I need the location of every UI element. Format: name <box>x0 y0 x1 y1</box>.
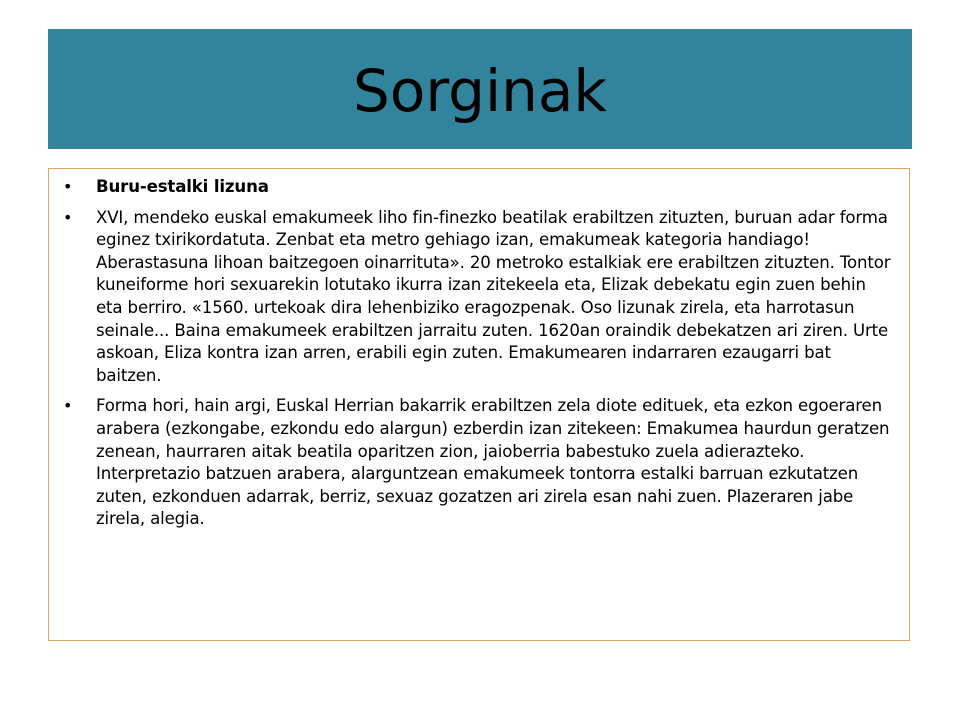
list-item <box>63 395 895 531</box>
title-bar <box>48 29 912 149</box>
bullet-icon: • <box>63 207 73 227</box>
bullet-heading: Buru-estalki lizuna <box>96 177 269 196</box>
slide-title: Sorginak <box>353 57 607 125</box>
bullet-list <box>63 176 895 531</box>
bullet-paragraph: Forma hori, hain argi, Euskal Herrian bakarrik erabiltzen zela diote edituek, eta ezkon egoeraren arabera (ezkongabe, ezkondu edo alargun) ezberdin izan zitekeen: Emakumea haurdun geratzen zenean, haurraren aitak beatila oparitzen zion, jaioberria babestuko zuela adierazteko. Interpretazio batzuen arabera, alarguntzean emakumeek tontorra estalki barruan ezkutatzen zuten, ezkonduen adarrak, berriz, sexuaz gozatzen ari zirela esan nahi zuen. Plazeraren jabe zirela, alegia. <box>96 396 890 529</box>
content-box <box>48 168 910 641</box>
list-item <box>63 176 895 199</box>
bullet-icon: • <box>63 177 73 196</box>
bullet-paragraph: XVI, mendeko euskal emakumeek liho fin-finezko beatilak erabiltzen zituzten, buruan adar forma eginez txirikordatuta. Zenbat eta metro gehiago izan, emakumeak kategoria handiago! Aberastasuna lihoan baitzegoen oinarrituta». 20 metroko estalkiak ere erabiltzen zituzten. Tontor kuneiforme hori sexuarekin lotutako ikurra izan zitekeela eta, Elizak debekatu egin zuen behin eta berriro. «1560. urtekoak dira lehenbiziko eragozpenak. Oso lizunak zirela, eta harrotasun seinale... Baina emakumeek erabiltzen jarraitu zuten. 1620an oraindik debekatzen ari ziren. Urte askoan, Eliza kontra izan arren, erabili egin zuten. Emakumearen indarraren ezaugarri bat baitzen. <box>96 207 891 385</box>
bullet-icon: • <box>63 396 73 416</box>
list-item <box>63 207 895 388</box>
